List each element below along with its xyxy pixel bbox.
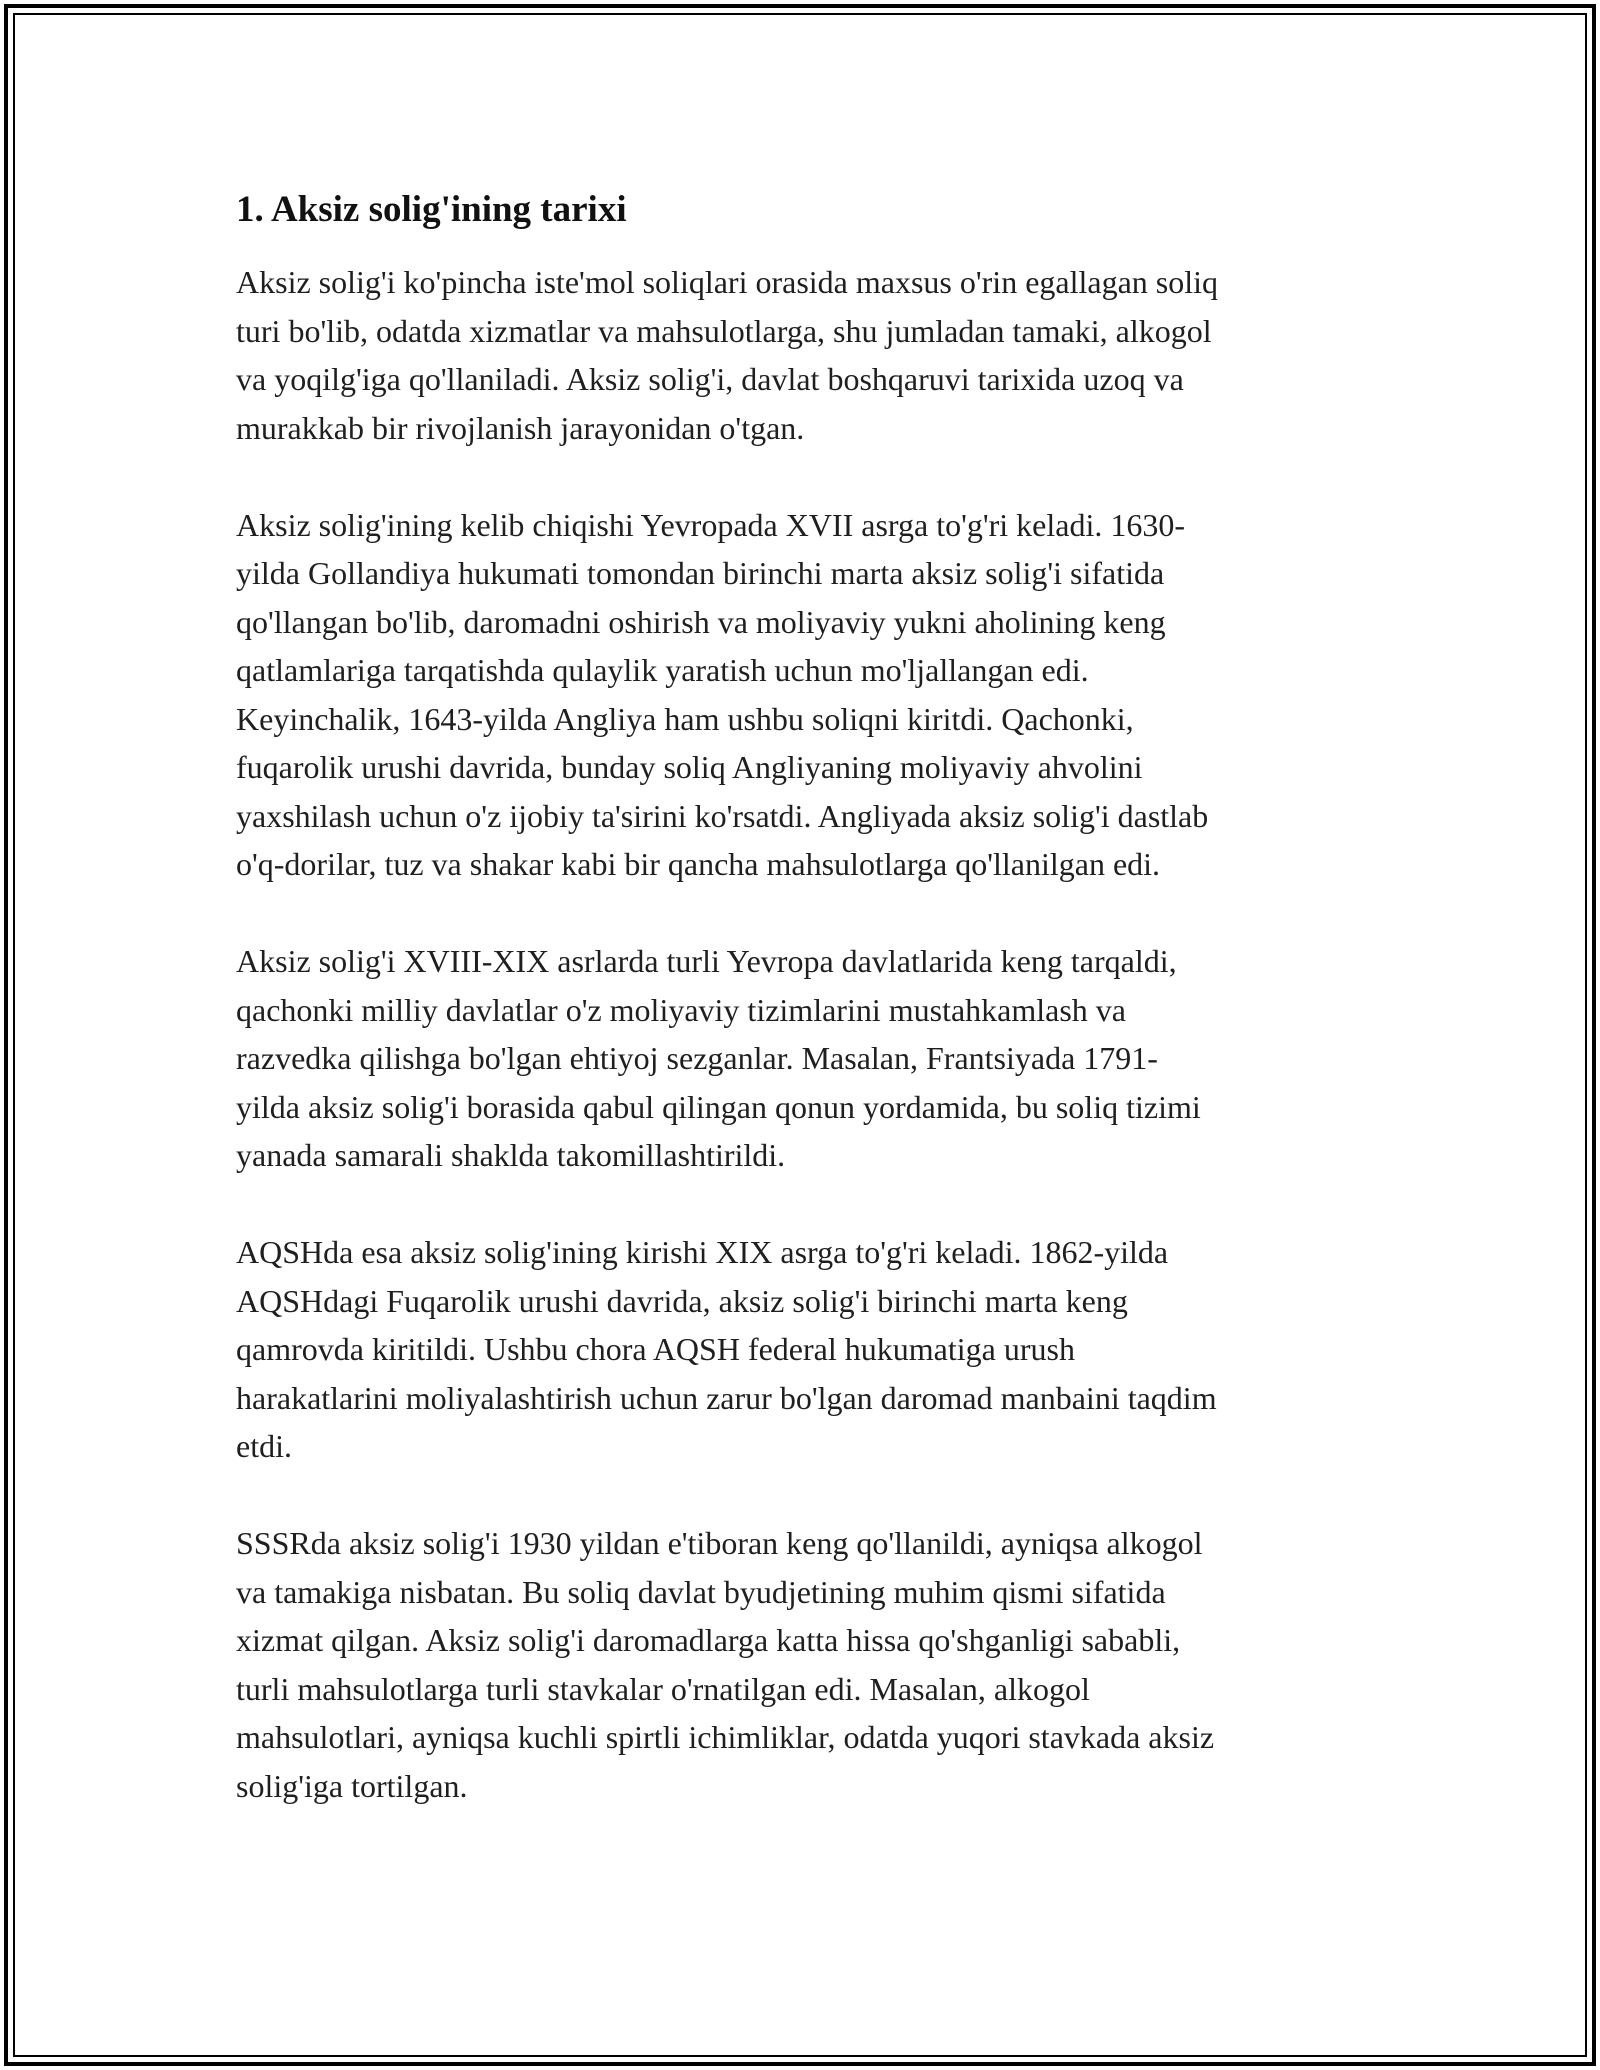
section-title: 1. Aksiz solig'ining tarixi bbox=[236, 189, 627, 230]
paragraph-line: fuqarolik urushi davrida, bunday soliq Angliyaning moliyaviy ahvolini bbox=[236, 749, 1143, 785]
paragraph-line: qatlamlariga tarqatishda qulaylik yaratish uchun mo'ljallangan edi. bbox=[236, 652, 1089, 688]
paragraph-line: murakkab bir rivojlanish jarayonidan o'tgan. bbox=[236, 409, 805, 446]
paragraph-line: Aksiz solig'i XVIII-XIX asrlarda turli Yevropa davlatlarida keng tarqaldi, bbox=[236, 943, 1177, 979]
paragraph-line: qachonki milliy davlatlar o'z moliyaviy tizimlarini mustahkamlash va bbox=[236, 991, 1126, 1028]
paragraph-line: o'q-dorilar, tuz va shakar kabi bir qancha mahsulotlarga qo'llanilgan edi. bbox=[236, 846, 1161, 882]
paragraph-line: Aksiz solig'i ko'pincha iste'mol soliqlari orasida maxsus o'rin egallagan soliq bbox=[236, 264, 1219, 300]
paragraph-line: razvedka qilishga bo'lgan ehtiyoj sezganlar. Masalan, Frantsiyada 1791- bbox=[236, 1040, 1158, 1076]
paragraph-line: yilda aksiz solig'i borasida qabul qilingan qonun yordamida, bu soliq tizimi bbox=[236, 1088, 1201, 1125]
paragraph-line: yilda Gollandiya hukumati tomondan birinchi marta aksiz solig'i sifatida bbox=[236, 555, 1165, 591]
paragraph-line: SSSRda aksiz solig'i 1930 yildan e'tiboran keng qo'llanildi, ayniqsa alkogol bbox=[236, 1525, 1203, 1561]
paragraph-1 bbox=[236, 258, 1376, 452]
paragraph-line: va tamakiga nisbatan. Bu soliq davlat byudjetining muhim qismi sifatida bbox=[236, 1573, 1166, 1610]
paragraph-line: harakatlarini moliyalashtirish uchun zarur bo'lgan daromad manbaini taqdim bbox=[236, 1379, 1217, 1416]
paragraph-line: qo'llangan bo'lib, daromadni oshirish va moliyaviy yukni aholining keng bbox=[236, 603, 1166, 640]
paragraph-3 bbox=[236, 937, 1376, 1180]
paragraph-line: turli mahsulotlarga turli stavkalar o'rnatilgan edi. Masalan, alkogol bbox=[236, 1670, 1090, 1707]
paragraph-2 bbox=[236, 501, 1376, 889]
paragraph-line: yanada samarali shaklda takomillashtirildi. bbox=[236, 1137, 786, 1173]
paragraph-line: solig'iga tortilgan. bbox=[236, 1767, 468, 1804]
paragraph-line: AQSHdagi Fuqarolik urushi davrida, aksiz solig'i birinchi marta keng bbox=[236, 1282, 1128, 1319]
paragraph-line: yaxshilash uchun o'z ijobiy ta'sirini ko'rsatdi. Angliyada aksiz solig'i dastlab bbox=[236, 797, 1209, 834]
paragraph-5 bbox=[236, 1519, 1376, 1810]
paragraph-line: va yoqilg'iga qo'llaniladi. Aksiz solig'i, davlat boshqaruvi tarixida uzoq va bbox=[236, 361, 1184, 397]
paragraph-line: AQSHda esa aksiz solig'ining kirishi XIX asrga to'g'ri keladi. 1862-yilda bbox=[236, 1234, 1169, 1270]
paragraph-line: xizmat qilgan. Aksiz solig'i daromadlarga katta hissa qo'shganligi sababli, bbox=[236, 1622, 1181, 1658]
paragraph-line: mahsulotlari, ayniqsa kuchli spirtli ichimliklar, odatda yuqori stavkada aksiz bbox=[236, 1719, 1215, 1755]
paragraph-line: qamrovda kiritildi. Ushbu chora AQSH federal hukumatiga urush bbox=[236, 1331, 1075, 1367]
paragraph-line: Aksiz solig'ining kelib chiqishi Yevropada XVII asrga to'g'ri keladi. 1630- bbox=[236, 506, 1186, 543]
paragraph-line: etdi. bbox=[236, 1428, 292, 1464]
paragraph-line: turi bo'lib, odatda xizmatlar va mahsulotlarga, shu jumladan tamaki, alkogol bbox=[236, 312, 1212, 349]
paragraph-line: Keyinchalik, 1643-yilda Angliya ham ushbu soliqni kiritdi. Qachonki, bbox=[236, 700, 1134, 737]
document-body bbox=[236, 186, 1376, 1859]
paragraph-4 bbox=[236, 1228, 1376, 1471]
